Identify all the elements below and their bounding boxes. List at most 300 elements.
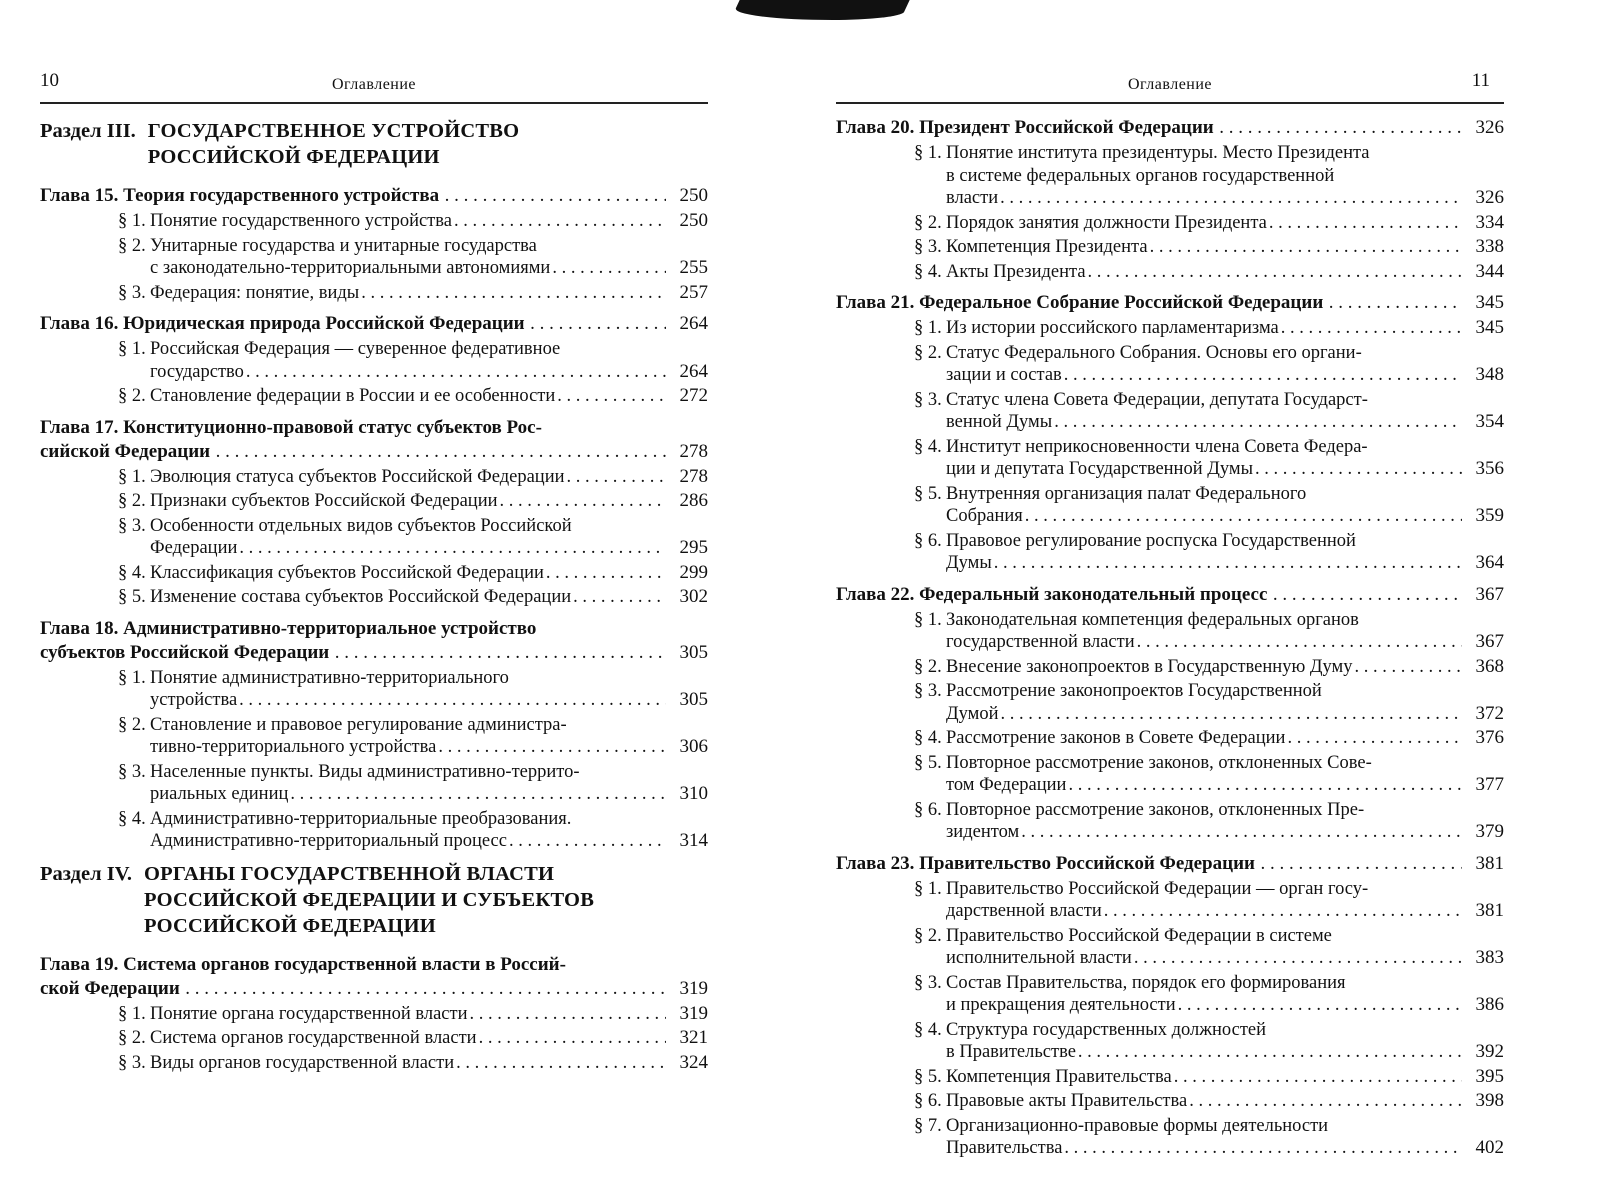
- dot-leader: [438, 736, 666, 759]
- running-head-title: Оглавление: [1127, 76, 1213, 93]
- chapter-title-text: субъектов Российской Федерации: [40, 641, 330, 663]
- paragraph-entry: [118, 385, 708, 408]
- paragraph-page-number: 402: [1475, 1137, 1504, 1158]
- paragraph-line: [118, 808, 708, 831]
- chapter-title-line: [40, 641, 708, 665]
- dot-leader: [567, 466, 667, 489]
- paragraph-page-number: 319: [679, 1002, 708, 1024]
- paragraph-text: Думой: [946, 703, 999, 724]
- paragraph-page-number: 356: [1475, 458, 1504, 479]
- chapter-title-line: [40, 440, 708, 464]
- paragraph-line: [914, 752, 1504, 775]
- paragraph-page-number: 377: [1475, 774, 1504, 795]
- dot-leader: [1269, 583, 1462, 607]
- paragraph-line: [914, 142, 1504, 165]
- dot-leader: [1325, 291, 1462, 315]
- paragraph-line: [118, 361, 708, 384]
- paragraph-page-number: 348: [1475, 364, 1504, 385]
- chapter-title: [836, 583, 1504, 607]
- paragraph-page-number: 310: [679, 783, 708, 804]
- paragraph-page-number: 376: [1475, 727, 1504, 748]
- paragraph-number: § 1.: [914, 878, 942, 899]
- paragraph-line: [914, 458, 1504, 481]
- chapter-entry: [40, 184, 708, 304]
- dot-leader: [456, 1052, 666, 1075]
- paragraph-text: Повторное рассмотрение законов, отклоненных Пре-: [946, 799, 1365, 820]
- table-of-contents: [836, 116, 1504, 1168]
- dot-leader: [557, 385, 666, 408]
- paragraph-line: [914, 925, 1504, 948]
- table-of-contents: [40, 118, 708, 1082]
- paragraph-line: [118, 586, 708, 609]
- paragraph-line: [118, 562, 708, 585]
- paragraph-line: [118, 1052, 708, 1075]
- paragraph-number: § 1.: [914, 318, 942, 338]
- paragraph-line: [118, 257, 708, 280]
- paragraph-text: зации и состав: [946, 365, 1062, 385]
- chapter-title-line: [40, 312, 708, 336]
- paragraph-line: [118, 689, 708, 712]
- dot-leader: [331, 641, 666, 665]
- dot-leader: [182, 977, 666, 1001]
- paragraph-line: [914, 530, 1504, 553]
- chapter-title: [836, 852, 1504, 876]
- paragraph-entry: [914, 972, 1504, 1017]
- paragraph-entry: [914, 483, 1504, 528]
- dot-leader: [1281, 317, 1462, 340]
- paragraph-entry: [118, 282, 708, 305]
- paragraph-page-number: 395: [1475, 1065, 1504, 1087]
- chapter-title-line: [40, 184, 708, 208]
- paragraph-number: § 3.: [118, 515, 146, 536]
- paragraph-number: § 3.: [118, 282, 146, 303]
- paragraph-text: Понятие института президентуры. Место Президента: [946, 143, 1370, 163]
- paragraph-entry: [914, 1115, 1504, 1160]
- section-title-line: РОССИЙСКОЙ ФЕДЕРАЦИИ: [147, 146, 440, 168]
- paragraph-text: Думы: [946, 553, 992, 573]
- running-head-title: Оглавление: [331, 76, 417, 93]
- paragraph-line: [914, 774, 1504, 797]
- section-title: [148, 118, 520, 170]
- paragraph-entry: [118, 235, 708, 280]
- paragraph-page-number: 364: [1475, 552, 1504, 573]
- paragraph-page-number: 295: [679, 537, 708, 558]
- dot-leader: [1088, 261, 1462, 284]
- paragraph-entry: [118, 714, 708, 759]
- paragraph-line: [914, 799, 1504, 822]
- paragraph-text: Федерации: [150, 538, 238, 558]
- chapter-entry: [836, 291, 1504, 575]
- chapter-page-number: 264: [679, 313, 708, 334]
- chapter-entry: [836, 583, 1504, 844]
- paragraph-text: Виды органов государственной власти: [150, 1052, 455, 1073]
- paragraph-text: Внесение законопроектов в Государственную Думу: [946, 656, 1353, 677]
- dot-leader: [1064, 1137, 1462, 1160]
- paragraph-page-number: 354: [1475, 411, 1504, 432]
- paragraph-text: Федерация: понятие, виды: [150, 282, 360, 303]
- paragraph-text: Правовые акты Правительства: [946, 1091, 1188, 1111]
- paragraph-line: [914, 1115, 1504, 1138]
- paragraph-text: Правовое регулирование роспуска Государственной: [946, 530, 1356, 551]
- paragraph-text: Российская Федерация — суверенное федеративное: [150, 339, 561, 359]
- paragraph-entry: [914, 1090, 1504, 1113]
- running-head: [40, 66, 708, 104]
- paragraph-page-number: 398: [1475, 1090, 1504, 1111]
- chapter-title-line: Глава 18. Административно-территориальное устройство: [40, 617, 537, 639]
- paragraph-line: [914, 821, 1504, 844]
- paragraph-line: [914, 212, 1504, 235]
- section-title: [144, 861, 594, 939]
- paragraph-text: Классификация субъектов Российской Федерации: [150, 562, 544, 583]
- dot-leader: [479, 1027, 666, 1050]
- dot-leader: [454, 210, 666, 233]
- paragraph-line: [914, 236, 1504, 259]
- paragraph-line: [914, 389, 1504, 412]
- paragraph-page-number: 381: [1475, 900, 1504, 921]
- paragraph-text: Унитарные государства и унитарные государства: [150, 235, 537, 256]
- paragraph-entry: [914, 799, 1504, 844]
- paragraph-number: § 5.: [914, 483, 942, 504]
- paragraph-line: [914, 411, 1504, 434]
- paragraph-number: § 2.: [914, 925, 942, 946]
- chapter-title: [40, 617, 708, 665]
- section-heading: [40, 861, 708, 939]
- paragraph-text: Структура государственных должностей: [946, 1019, 1267, 1040]
- paragraph-page-number: 302: [679, 586, 708, 607]
- paragraph-line: [118, 736, 708, 759]
- paragraph-entry: [914, 752, 1504, 797]
- paragraph-line: [914, 994, 1504, 1017]
- paragraph-line: [914, 727, 1504, 750]
- paragraph-entry: [914, 142, 1504, 210]
- dot-leader: [546, 562, 666, 585]
- paragraph-number: § 6.: [914, 799, 942, 820]
- paragraph-page-number: 334: [1475, 211, 1504, 233]
- paragraph-text: Населенные пункты. Виды административно-террито-: [150, 761, 580, 782]
- paragraph-line: [914, 972, 1504, 995]
- chapter-entry: [40, 416, 708, 609]
- paragraph-entry: [118, 210, 708, 233]
- chapter-page-number: 345: [1475, 292, 1504, 313]
- paragraph-line: [118, 235, 708, 258]
- paragraph-line: [914, 609, 1504, 632]
- dot-leader: [1137, 631, 1462, 654]
- paragraph-page-number: 367: [1475, 631, 1504, 652]
- paragraph-line: [914, 1041, 1504, 1064]
- chapter-title-line: Глава 19. Система органов государственной власти в Россий-: [40, 953, 566, 975]
- paragraph-line: [914, 552, 1504, 575]
- chapter-title-text: ской Федерации: [40, 977, 180, 999]
- paragraph-page-number: 359: [1475, 505, 1504, 526]
- paragraph-number: § 2.: [118, 235, 146, 256]
- section-title-line: РОССИЙСКОЙ ФЕДЕРАЦИИ: [144, 914, 436, 937]
- chapter-entry: [40, 617, 708, 853]
- paragraph-page-number: 286: [679, 490, 708, 511]
- dot-leader: [290, 783, 666, 806]
- paragraph-entry: [914, 436, 1504, 481]
- paragraph-entry: [118, 1052, 708, 1075]
- paragraph-text: Система органов государственной власти: [150, 1028, 477, 1048]
- paragraph-line: [118, 515, 708, 538]
- paragraph-number: § 2.: [914, 342, 942, 363]
- dot-leader: [212, 440, 666, 464]
- paragraph-text: в системе федеральных органов государственной: [946, 165, 1335, 186]
- paragraph-text: с законодательно-территориальными автономиями: [150, 258, 551, 278]
- dot-leader: [1078, 1041, 1462, 1064]
- paragraph-entry: [914, 389, 1504, 434]
- paragraph-entry: [914, 530, 1504, 575]
- paragraph-line: [118, 1003, 708, 1026]
- paragraph-entry: [914, 727, 1504, 750]
- chapter-title-text: Глава 22. Федеральный законодательный процесс: [836, 583, 1268, 605]
- paragraph-line: [914, 1019, 1504, 1042]
- paragraph-text: тивно-территориального устройства: [150, 737, 437, 757]
- paragraph-entry: [914, 878, 1504, 923]
- paragraph-page-number: 250: [679, 210, 708, 231]
- paragraph-text: Изменение состава субъектов Российской Федерации: [150, 587, 572, 607]
- chapter-title-text: Глава 20. Президент Российской Федерации: [836, 117, 1214, 138]
- paragraph-entry: [914, 656, 1504, 679]
- paragraph-line: [118, 761, 708, 784]
- chapter-page-number: 326: [1475, 117, 1504, 138]
- paragraph-number: § 2.: [914, 212, 942, 233]
- dot-leader: [1068, 774, 1462, 797]
- paragraph-entry: [118, 562, 708, 585]
- paragraph-entry: [914, 609, 1504, 654]
- chapter-title-text: Глава 16. Юридическая природа Российской Федерации: [40, 313, 525, 334]
- paragraph-page-number: 368: [1475, 655, 1504, 677]
- dot-leader: [1255, 458, 1462, 481]
- paragraph-text: власти: [946, 188, 999, 208]
- paragraph-text: зидентом: [946, 822, 1020, 842]
- paragraph-text: Рассмотрение законов в Совете Федерации: [946, 728, 1286, 748]
- section-heading: [40, 118, 708, 170]
- paragraph-text: Правительства: [946, 1138, 1063, 1158]
- paragraph-number: § 3.: [914, 237, 942, 257]
- paragraph-text: исполнительной власти: [946, 948, 1132, 968]
- paragraph-line: [914, 317, 1504, 340]
- paragraph-number: § 4.: [914, 1019, 942, 1040]
- paragraph-text: Эволюция статуса субъектов Российской Федерации: [150, 466, 565, 487]
- paragraph-text: Административно-территориальные преобразования.: [150, 808, 572, 829]
- dot-leader: [361, 282, 666, 305]
- paragraph-number: § 2.: [118, 491, 146, 511]
- paragraph-entry: [914, 1066, 1504, 1089]
- paragraph-text: дарственной власти: [946, 901, 1102, 921]
- left-page: [40, 0, 708, 1178]
- paragraph-page-number: 321: [679, 1027, 708, 1048]
- paragraph-entry: [118, 515, 708, 560]
- paragraph-line: [118, 210, 708, 233]
- chapter-entry: [836, 852, 1504, 1160]
- paragraph-number: § 2.: [914, 656, 942, 677]
- paragraph-text: Понятие административно-территориального: [150, 667, 509, 688]
- paragraph-text: Состав Правительства, порядок его формирования: [946, 972, 1346, 993]
- page-number: 10: [40, 70, 59, 91]
- chapter-title-line: Глава 17. Конституционно-правовой статус субъектов Рос-: [40, 416, 542, 438]
- section-title-line: ОРГАНЫ ГОСУДАРСТВЕННОЙ ВЛАСТИ: [144, 862, 555, 885]
- paragraph-text: риальных единиц: [150, 784, 289, 804]
- paragraph-number: § 5.: [914, 1066, 942, 1087]
- paragraph-line: [118, 830, 708, 853]
- paragraph-page-number: 326: [1475, 187, 1504, 208]
- paragraph-line: [118, 667, 708, 690]
- chapter-title-line: [40, 977, 708, 1001]
- paragraph-text: Компетенция Президента: [946, 237, 1148, 257]
- chapter-title-line: [836, 852, 1504, 876]
- chapter-page-number: 319: [679, 977, 708, 999]
- paragraph-number: § 1.: [914, 609, 942, 630]
- paragraph-number: § 4.: [118, 808, 146, 829]
- paragraph-number: § 5.: [914, 752, 942, 773]
- chapter-title: [40, 953, 708, 1001]
- dot-leader: [469, 1003, 666, 1026]
- dot-leader: [1104, 900, 1462, 923]
- paragraph-line: [914, 656, 1504, 679]
- dot-leader: [500, 490, 666, 513]
- section-label: Раздел III.: [40, 120, 136, 142]
- paragraph-entry: [118, 761, 708, 806]
- chapter-page-number: 305: [679, 641, 708, 663]
- paragraph-number: § 4.: [914, 436, 942, 457]
- paragraph-number: § 1.: [118, 667, 146, 688]
- section-title-line: ГОСУДАРСТВЕННОЕ УСТРОЙСТВО: [147, 120, 520, 142]
- paragraph-entry: [914, 342, 1504, 387]
- paragraph-line: [118, 537, 708, 560]
- dot-leader: [1064, 364, 1462, 387]
- chapter-page-number: 250: [679, 185, 708, 206]
- dot-leader: [552, 257, 666, 280]
- chapter-title: [40, 416, 708, 464]
- chapter-entry: [40, 953, 708, 1075]
- paragraph-line: [914, 947, 1504, 970]
- dot-leader: [246, 361, 666, 384]
- paragraph-entry: [914, 680, 1504, 725]
- paragraph-number: § 2.: [118, 386, 146, 406]
- paragraph-line: [914, 900, 1504, 923]
- paragraph-text: ции и депутата Государственной Думы: [946, 459, 1253, 479]
- paragraph-text: в Правительстве: [946, 1042, 1076, 1062]
- dot-leader: [1021, 821, 1462, 844]
- paragraph-entry: [914, 1019, 1504, 1064]
- paragraph-page-number: 272: [679, 385, 708, 406]
- paragraph-page-number: 379: [1475, 821, 1504, 842]
- paragraph-number: § 4.: [914, 728, 942, 748]
- paragraph-entry: [914, 317, 1504, 340]
- paragraph-number: § 5.: [118, 587, 146, 607]
- paragraph-line: [914, 1066, 1504, 1089]
- paragraph-entry: [118, 490, 708, 513]
- paragraph-page-number: 324: [679, 1051, 708, 1073]
- paragraph-text: Внутренняя организация палат Федерального: [946, 483, 1307, 504]
- paragraph-entry: [118, 1003, 708, 1026]
- paragraph-text: Особенности отдельных видов субъектов Российской: [150, 515, 572, 536]
- paragraph-text: Признаки субъектов Российской Федерации: [150, 491, 498, 511]
- paragraph-number: § 4.: [914, 261, 942, 282]
- paragraph-page-number: 306: [679, 736, 708, 757]
- paragraph-line: [118, 282, 708, 305]
- paragraph-number: § 4.: [118, 562, 146, 583]
- chapter-title-line: [836, 291, 1504, 315]
- section-label: Раздел IV.: [40, 862, 132, 885]
- dot-leader: [1287, 727, 1462, 750]
- paragraph-page-number: 372: [1475, 702, 1504, 724]
- paragraph-line: [914, 364, 1504, 387]
- paragraph-entry: [118, 667, 708, 712]
- chapter-page-number: 381: [1475, 852, 1504, 874]
- paragraph-line: [914, 483, 1504, 506]
- dot-leader: [1134, 947, 1462, 970]
- paragraph-number: § 3.: [914, 681, 942, 701]
- paragraph-number: § 7.: [914, 1115, 942, 1136]
- paragraph-text: венной Думы: [946, 412, 1053, 432]
- paragraph-page-number: 264: [679, 360, 708, 382]
- paragraph-line: [914, 878, 1504, 901]
- dot-leader: [1178, 994, 1462, 1017]
- paragraph-number: § 2.: [118, 714, 146, 735]
- paragraph-line: [914, 165, 1504, 188]
- dot-leader: [441, 184, 666, 208]
- paragraph-number: § 6.: [914, 530, 942, 551]
- dot-leader: [994, 552, 1462, 575]
- chapter-title-text: Глава 21. Федеральное Собрание Российской Федерации: [836, 292, 1324, 313]
- paragraph-text: государственной власти: [946, 632, 1135, 652]
- chapter-title-text: Глава 15. Теория государственного устройства: [40, 185, 440, 206]
- paragraph-number: § 3.: [118, 1052, 146, 1073]
- paragraph-line: [914, 680, 1504, 703]
- paragraph-number: § 1.: [914, 143, 942, 163]
- paragraph-line: [914, 631, 1504, 654]
- paragraph-page-number: 386: [1475, 994, 1504, 1015]
- dot-leader: [1054, 411, 1462, 434]
- chapter-title-line: [836, 583, 1504, 607]
- dot-leader: [1174, 1066, 1462, 1089]
- chapter-title: [836, 116, 1504, 140]
- dot-leader: [1000, 703, 1462, 726]
- paragraph-page-number: 383: [1475, 947, 1504, 968]
- paragraph-text: Из истории российского парламентаризма: [946, 318, 1279, 338]
- paragraph-page-number: 257: [679, 281, 708, 303]
- paragraph-text: Становление и правовое регулирование администра-: [150, 714, 567, 735]
- paragraph-text: Правительство Российской Федерации в системе: [946, 925, 1332, 946]
- paragraph-line: [118, 783, 708, 806]
- paragraph-number: § 1.: [118, 466, 146, 487]
- paragraph-entry: [914, 212, 1504, 235]
- paragraph-text: Понятие государственного устройства: [150, 211, 452, 231]
- paragraph-text: Институт неприкосновенности члена Совета Федера-: [946, 436, 1368, 457]
- paragraph-number: § 2.: [118, 1028, 146, 1048]
- paragraph-text: Порядок занятия должности Президента: [946, 212, 1267, 233]
- dot-leader: [239, 537, 666, 560]
- paragraph-text: Статус члена Совета Федерации, депутата Государст-: [946, 389, 1368, 410]
- paragraph-number: § 3.: [118, 761, 146, 782]
- paragraph-number: § 1.: [118, 1003, 146, 1024]
- paragraph-text: Повторное рассмотрение законов, отклоненных Сове-: [946, 752, 1372, 773]
- chapter-title-text: сийской Федерации: [40, 440, 211, 462]
- dot-leader: [1000, 187, 1462, 210]
- paragraph-line: [914, 505, 1504, 528]
- paragraph-text: Статус Федерального Собрания. Основы его органи-: [946, 342, 1362, 363]
- chapter-title: [40, 312, 708, 336]
- paragraph-text: Собрания: [946, 506, 1023, 526]
- dot-leader: [239, 689, 666, 712]
- chapter-entry: [836, 116, 1504, 283]
- dot-leader: [1189, 1090, 1462, 1113]
- paragraph-entry: [914, 261, 1504, 284]
- paragraph-line: [914, 1090, 1504, 1113]
- dot-leader: [573, 586, 666, 609]
- paragraph-number: § 1.: [118, 339, 146, 359]
